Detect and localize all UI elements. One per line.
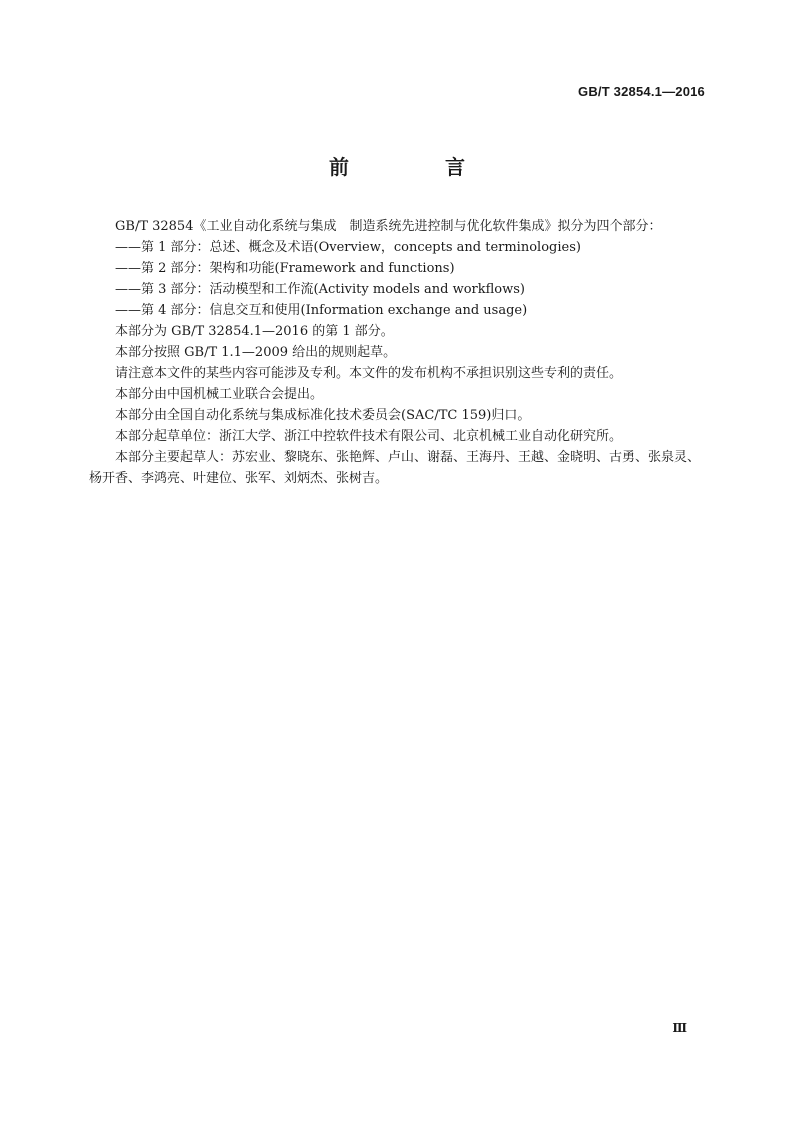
intro-paragraph: GB/T 32854《工业自动化系统与集成 制造系统先进控制与优化软件集成》拟分为四个部分： (115, 219, 662, 234)
proposed-by-paragraph: 本部分由中国机械工业联合会提出。 (115, 387, 324, 402)
part-list-item: ——第 3 部分：活动模型和工作流(Activity models and workflows) (115, 282, 525, 297)
patent-notice-paragraph: 请注意本文件的某些内容可能涉及专利。本文件的发布机构不承担识别这些专利的责任。 (115, 366, 623, 381)
drafters-paragraph: 本部分主要起草人：苏宏业、黎晓东、张艳辉、卢山、谢磊、王海丹、王越、金晓明、古勇、张泉灵、杨开香、李鸿亮、叶建位、张军、刘炳杰、张树吉。 (89, 450, 701, 486)
drafting-rule-paragraph: 本部分按照 GB/T 1.1—2009 给出的规则起草。 (115, 345, 397, 360)
part-list-item: ——第 1 部分：总述、概念及术语(Overview，concepts and terminologies) (115, 240, 581, 255)
part-list-item: ——第 4 部分：信息交互和使用(Information exchange and usage) (115, 303, 528, 318)
part-list-item: ——第 2 部分：架构和功能(Framework and functions) (115, 261, 455, 276)
foreword-body (89, 216, 711, 489)
centralized-by-paragraph: 本部分由全国自动化系统与集成标准化技术委员会(SAC/TC 159)归口。 (115, 408, 531, 423)
drafting-units-paragraph: 本部分起草单位：浙江大学、浙江中控软件技术有限公司、北京机械工业自动化研究所。 (115, 429, 623, 444)
page-title: 前 言 (329, 155, 503, 179)
page-number: Ⅲ (672, 1021, 687, 1035)
this-part-paragraph: 本部分为 GB/T 32854.1—2016 的第 1 部分。 (115, 324, 394, 339)
standard-code: GB/T 32854.1—2016 (578, 84, 705, 99)
